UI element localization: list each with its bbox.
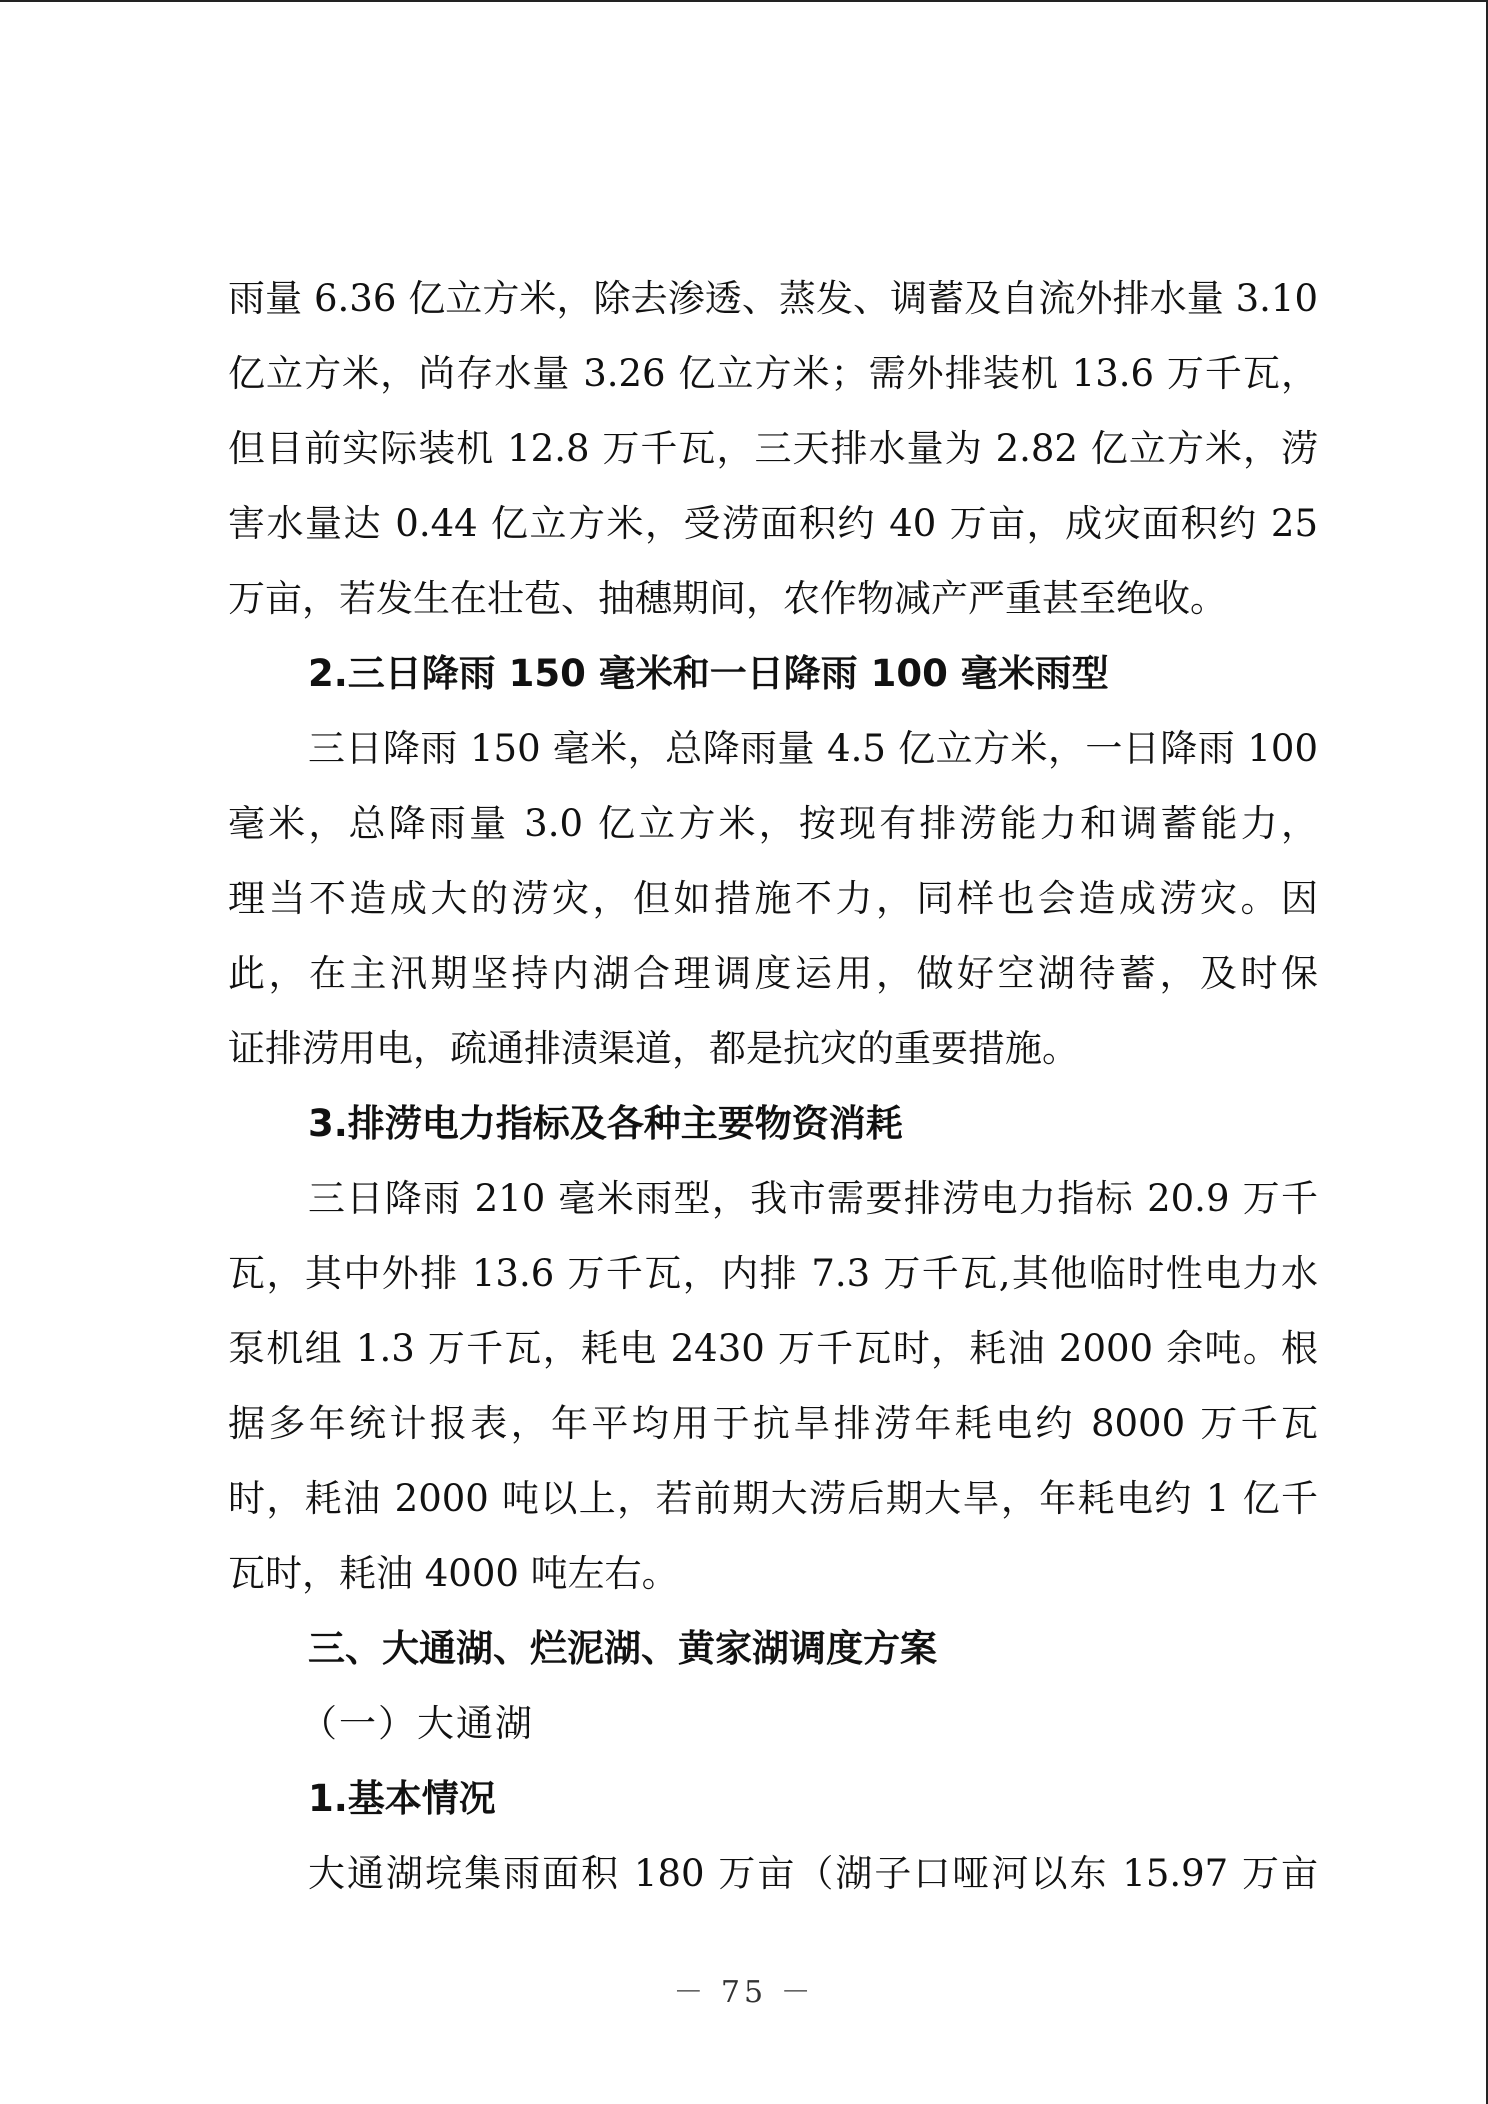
paragraph-1-line-3: 但目前实际装机 12.8 万千瓦，三天排水量为 2.82 亿立方米，涝 (228, 427, 1318, 470)
paragraph-2-line-2: 毫米，总降雨量 3.0 亿立方米，按现有排涝能力和调蓄能力， (228, 802, 1318, 845)
paragraph-3-line-1: 三日降雨 210 毫米雨型，我市需要排涝电力指标 20.9 万千 (308, 1177, 1318, 1220)
heading-rainfall-type-2: 2.三日降雨 150 毫米和一日降雨 100 毫米雨型 (308, 652, 1109, 695)
heading-basic-situation: 1.基本情况 (308, 1777, 496, 1820)
paragraph-1-line-1: 雨量 6.36 亿立方米，除去渗透、蒸发、调蓄及自流外排水量 3.10 (228, 277, 1318, 320)
paragraph-3-line-5: 时，耗油 2000 吨以上，若前期大涝后期大旱，年耗电约 1 亿千 (228, 1477, 1318, 1520)
paragraph-3-line-2: 瓦，其中外排 13.6 万千瓦，内排 7.3 万千瓦,其他临时性电力水 (228, 1252, 1318, 1295)
paragraph-1-line-5: 万亩，若发生在壮苞、抽穗期间，农作物减产严重甚至绝收。 (228, 577, 1227, 620)
paragraph-2-line-5: 证排涝用电，疏通排渍渠道，都是抗灾的重要措施。 (228, 1027, 1079, 1070)
paragraph-1-line-2: 亿立方米，尚存水量 3.26 亿立方米；需外排装机 13.6 万千瓦， (228, 352, 1318, 395)
section-title-lake-scheduling: 三、大通湖、烂泥湖、黄家湖调度方案 (308, 1627, 937, 1670)
paragraph-3-line-3: 泵机组 1.3 万千瓦，耗电 2430 万千瓦时，耗油 2000 余吨。根 (228, 1327, 1318, 1370)
page-number: － 75 － (673, 1975, 815, 2010)
paragraph-2-line-1: 三日降雨 150 毫米，总降雨量 4.5 亿立方米，一日降雨 100 (308, 727, 1318, 770)
paragraph-2-line-4: 此，在主汛期坚持内湖合理调度运用，做好空湖待蓄，及时保 (228, 952, 1318, 995)
paragraph-1-line-4: 害水量达 0.44 亿立方米，受涝面积约 40 万亩，成灾面积约 25 (228, 502, 1318, 545)
paragraph-3-line-6: 瓦时，耗油 4000 吨左右。 (228, 1552, 679, 1595)
paragraph-4-line-1: 大通湖垸集雨面积 180 万亩（湖子口哑河以东 15.97 万亩 (308, 1852, 1318, 1895)
paragraph-2-line-3: 理当不造成大的涝灾，但如措施不力，同样也会造成涝灾。因 (228, 877, 1318, 920)
subsection-title-datong-lake: （一）大通湖 (300, 1702, 534, 1745)
paragraph-3-line-4: 据多年统计报表，年平均用于抗旱排涝年耗电约 8000 万千瓦 (228, 1402, 1318, 1445)
heading-power-and-materials: 3.排涝电力指标及各种主要物资消耗 (308, 1102, 903, 1145)
